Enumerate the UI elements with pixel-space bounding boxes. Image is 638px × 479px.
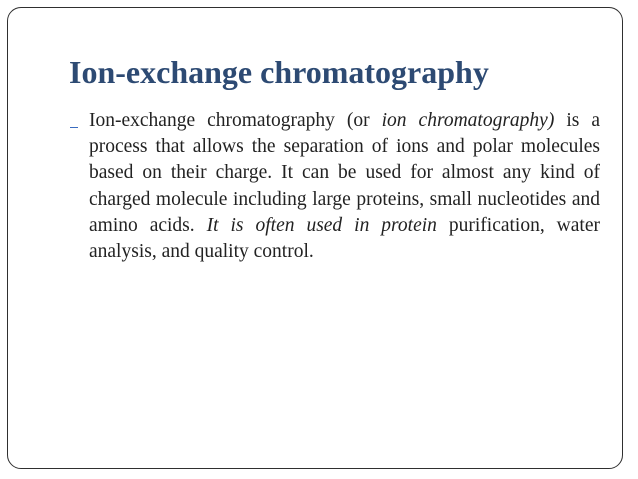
bullet-marker-icon xyxy=(70,119,78,128)
bullet-text-segment-2: is a process that allows the separation of ions and polar molecules based on their charge. It can be used for almost any kind of charged molecule including large proteins, small nucleotides and amino acids. xyxy=(89,110,600,236)
bullet-text-italic-1: ion chromatography) xyxy=(381,110,555,131)
bullet-text-segment-1: Ion-exchange chromatography (or xyxy=(89,110,382,131)
bullet-text-italic-2: It is often used in protein xyxy=(206,214,437,236)
bullet-text-segment-3: purification, water analysis, and quality control. xyxy=(89,214,600,263)
bullet-text xyxy=(89,108,600,265)
slide-title: Ion-exchange chromatography xyxy=(69,54,489,90)
bullet-item xyxy=(70,108,600,265)
